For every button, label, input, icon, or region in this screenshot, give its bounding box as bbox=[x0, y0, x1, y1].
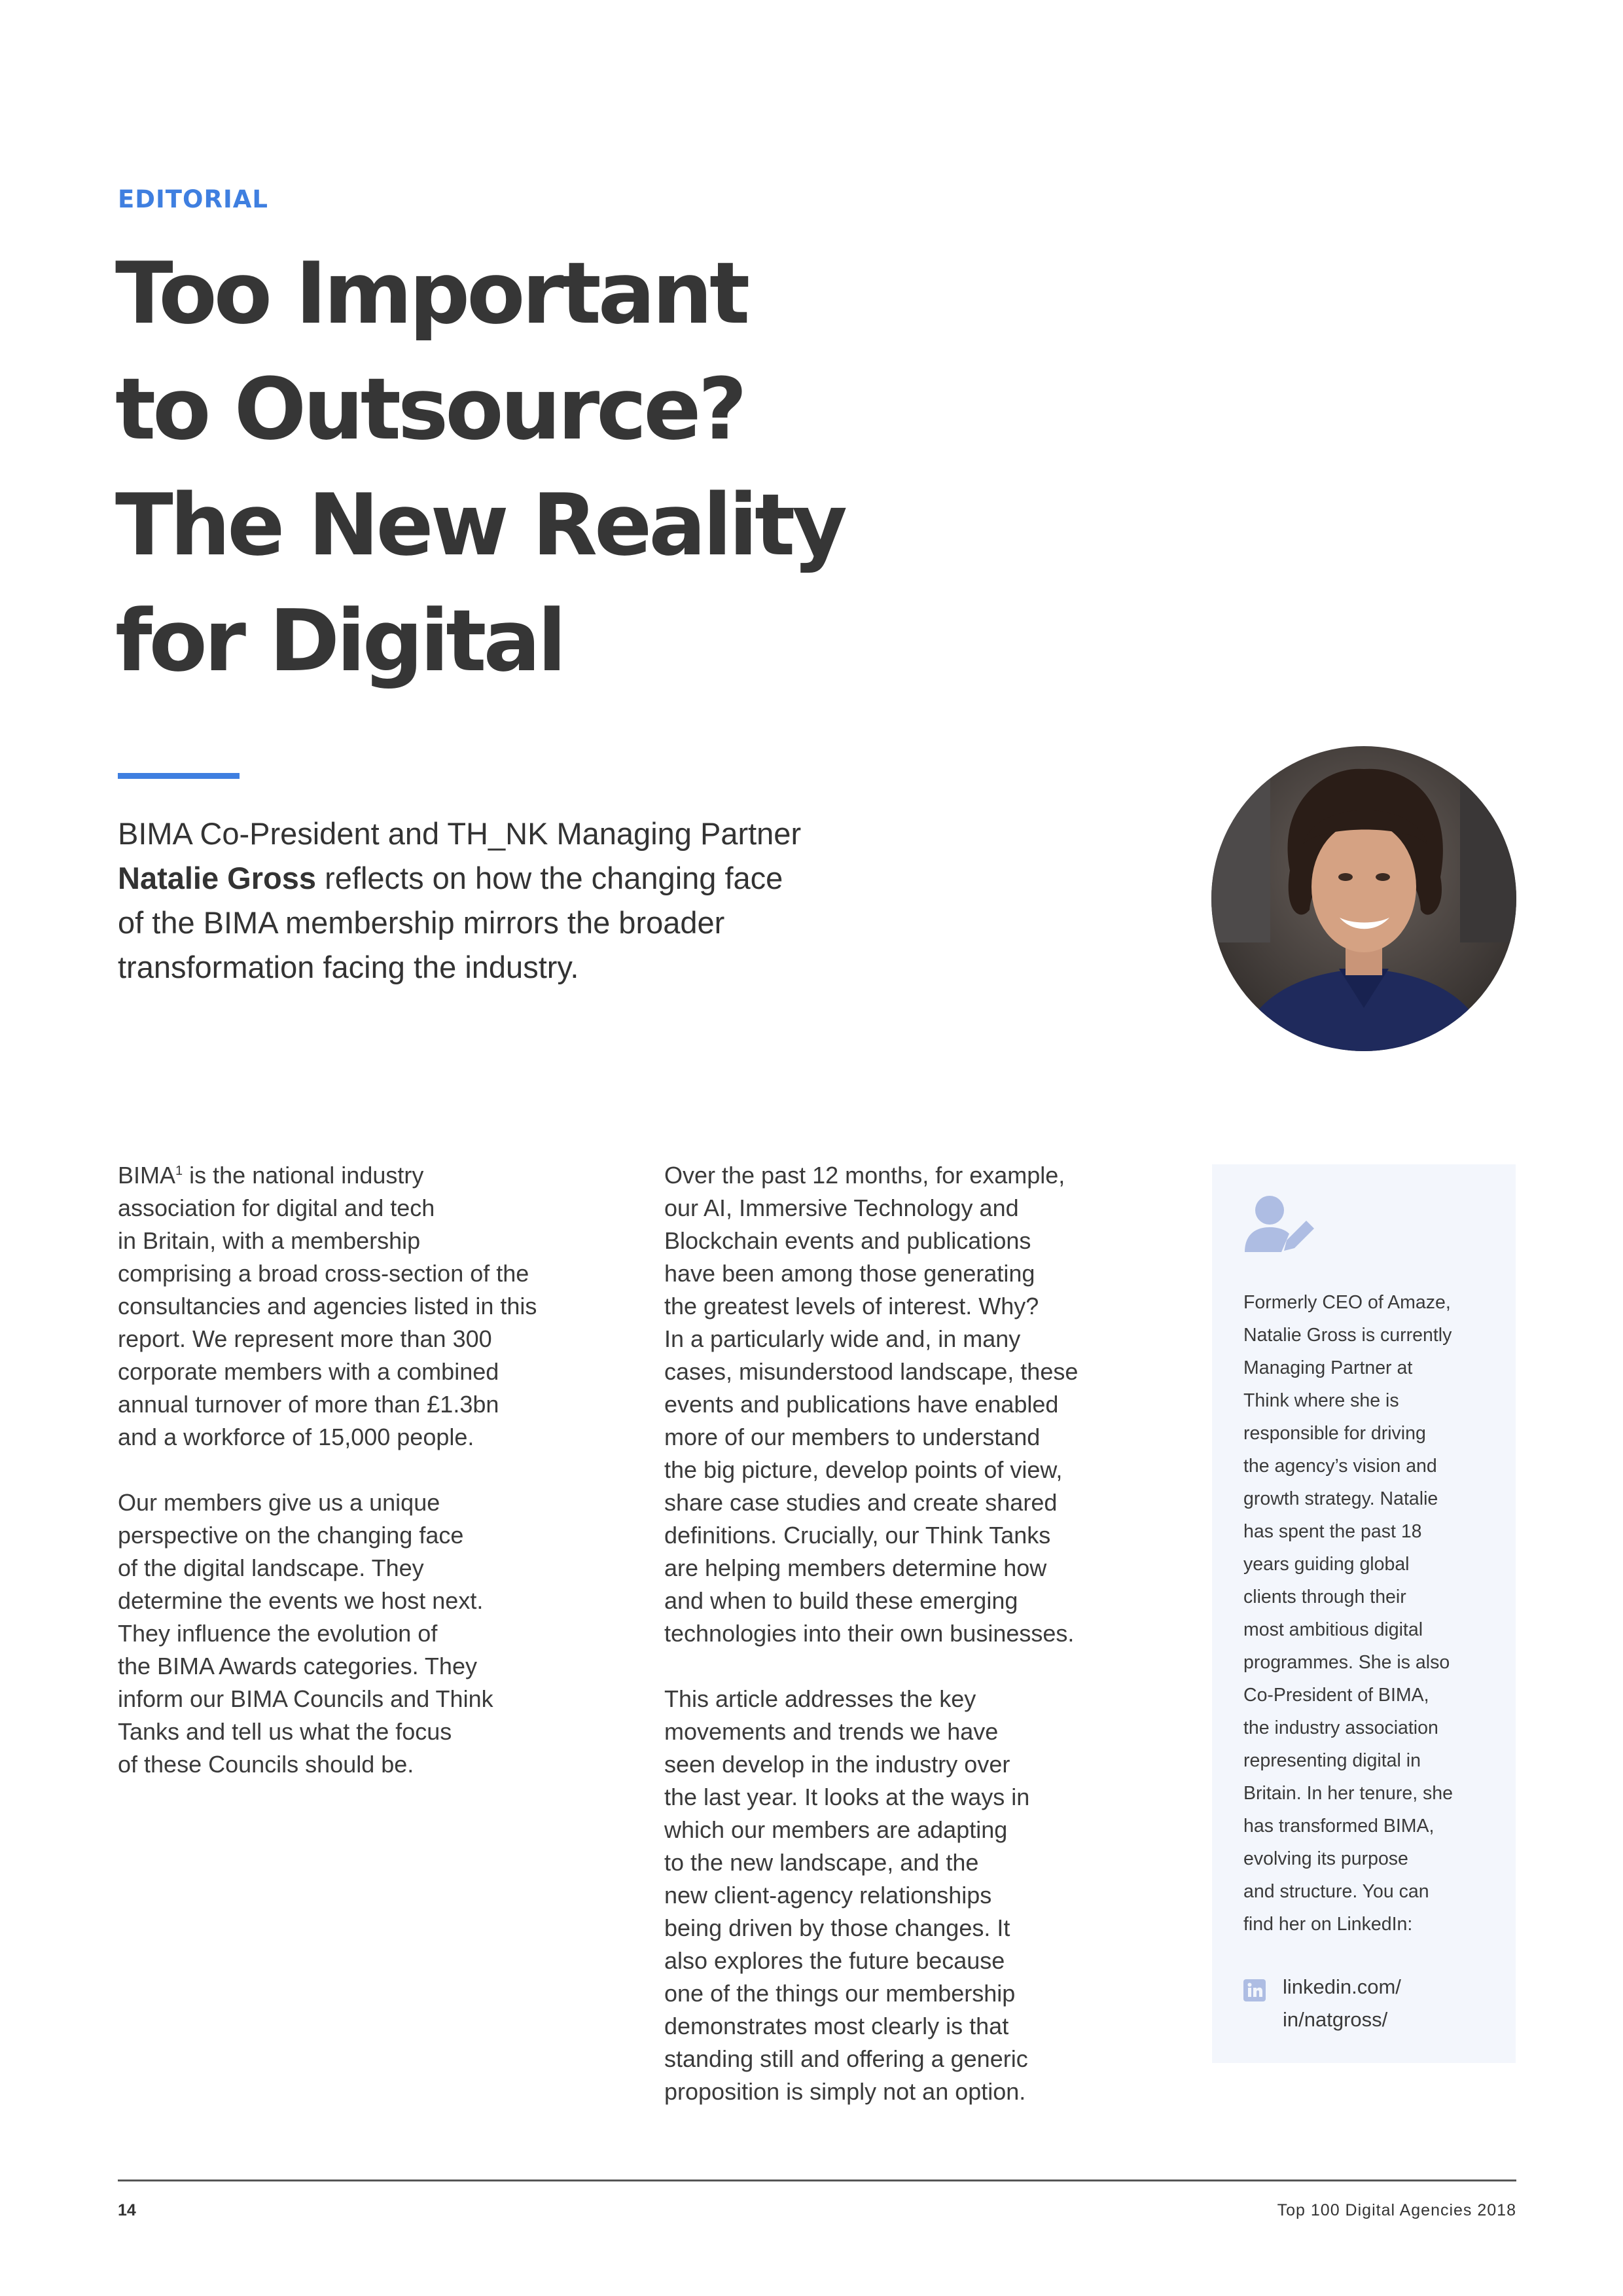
linkedin-icon bbox=[1243, 1979, 1266, 2005]
section-label: EDITORIAL bbox=[118, 185, 268, 213]
text-line: Our members give us a unique bbox=[118, 1489, 440, 1516]
text-line: annual turnover of more than £1.3bn bbox=[118, 1391, 499, 1418]
text-line: consultancies and agencies listed in this bbox=[118, 1293, 537, 1319]
text-line: the last year. It looks at the ways in bbox=[664, 1784, 1030, 1810]
text-line: events and publications have enabled bbox=[664, 1391, 1059, 1418]
text-line: of these Councils should be. bbox=[118, 1751, 414, 1778]
author-bio-sidebar bbox=[1212, 1164, 1516, 2063]
text-line: share case studies and create shared bbox=[664, 1489, 1058, 1516]
text-line: Blockchain events and publications bbox=[664, 1227, 1031, 1254]
link-line: linkedin.com/ bbox=[1283, 1975, 1401, 1998]
text-line: in Britain, with a membership bbox=[118, 1227, 421, 1254]
bio-line: years guiding global bbox=[1243, 1554, 1410, 1575]
footnote-mark: 1 bbox=[175, 1164, 183, 1178]
text-line: standing still and offering a generic bbox=[664, 2045, 1028, 2072]
bio-line: has transformed BIMA, bbox=[1243, 1816, 1435, 1837]
bio-line: responsible for driving bbox=[1243, 1423, 1426, 1444]
bio-line: Managing Partner at bbox=[1243, 1357, 1413, 1378]
author-portrait bbox=[1211, 746, 1516, 1051]
bio-line: Think where she is bbox=[1243, 1390, 1399, 1411]
link-line: in/natgross/ bbox=[1283, 2008, 1388, 2031]
text-line: cases, misunderstood landscape, these bbox=[664, 1358, 1079, 1385]
text-line: have been among those generating bbox=[664, 1260, 1035, 1287]
standfirst-line: of the BIMA membership mirrors the broader bbox=[118, 905, 725, 940]
text-line bbox=[118, 1159, 615, 1192]
text-line: to the new landscape, and the bbox=[664, 1849, 979, 1876]
bio-line: the agency’s vision and bbox=[1243, 1456, 1437, 1477]
text-line: demonstrates most clearly is that bbox=[664, 2013, 1009, 2039]
headline-line: for Digital bbox=[115, 591, 563, 691]
text-line: report. We represent more than 300 bbox=[118, 1325, 492, 1352]
article-column-2 bbox=[664, 1159, 1188, 2141]
linkedin-link[interactable] bbox=[1283, 1971, 1401, 2036]
bio-line: and structure. You can bbox=[1243, 1881, 1429, 1902]
text-line: our AI, Immersive Technology and bbox=[664, 1194, 1019, 1221]
headline-line: to Outsource? bbox=[115, 359, 744, 459]
bio-line: Britain. In her tenure, she bbox=[1243, 1783, 1454, 1804]
user-edit-icon bbox=[1245, 1193, 1317, 1262]
text-fragment: BIMA bbox=[118, 1162, 176, 1189]
bio-line: has spent the past 18 bbox=[1243, 1521, 1422, 1542]
text-line: technologies into their own businesses. bbox=[664, 1620, 1075, 1647]
text-line: the greatest levels of interest. Why? bbox=[664, 1293, 1039, 1319]
text-line: proposition is simply not an option. bbox=[664, 2078, 1026, 2105]
standfirst-line bbox=[118, 856, 969, 901]
text-line: more of our members to understand bbox=[664, 1424, 1041, 1450]
text-line: inform our BIMA Councils and Think bbox=[118, 1685, 493, 1712]
article-column-1 bbox=[118, 1159, 615, 1814]
text-line: comprising a broad cross-section of the bbox=[118, 1260, 529, 1287]
bio-line: evolving its purpose bbox=[1243, 1848, 1408, 1869]
paragraph bbox=[664, 1683, 1188, 2108]
text-line: association for digital and tech bbox=[118, 1194, 435, 1221]
text-line: which our members are adapting bbox=[664, 1816, 1008, 1843]
text-fragment: is the national industry bbox=[183, 1162, 424, 1189]
paragraph bbox=[118, 1159, 615, 1454]
text-line: and when to build these emerging bbox=[664, 1587, 1018, 1614]
text-line: the big picture, develop points of view, bbox=[664, 1456, 1063, 1483]
text-line: one of the things our membership bbox=[664, 1980, 1016, 2007]
text-line: This article addresses the key bbox=[664, 1685, 976, 1712]
text-line: are helping members determine how bbox=[664, 1554, 1047, 1581]
bio-line: Natalie Gross is currently bbox=[1243, 1325, 1452, 1346]
page-number: 14 bbox=[118, 2201, 136, 2219]
bio-line: most ambitious digital bbox=[1243, 1619, 1423, 1640]
text-line: In a particularly wide and, in many bbox=[664, 1325, 1021, 1352]
bio-line: the industry association bbox=[1243, 1717, 1438, 1738]
bio-line: clients through their bbox=[1243, 1587, 1406, 1607]
bio-line: Formerly CEO of Amaze, bbox=[1243, 1292, 1451, 1313]
text-line: Tanks and tell us what the focus bbox=[118, 1718, 452, 1745]
headline-line: Too Important bbox=[115, 243, 747, 343]
bio-line: growth strategy. Natalie bbox=[1243, 1488, 1438, 1509]
text-line: and a workforce of 15,000 people. bbox=[118, 1424, 474, 1450]
bio-line: programmes. She is also bbox=[1243, 1652, 1450, 1673]
standfirst-text: reflects on how the changing face bbox=[316, 861, 783, 895]
standfirst bbox=[118, 812, 969, 990]
accent-rule bbox=[118, 773, 240, 779]
text-line: They influence the evolution of bbox=[118, 1620, 438, 1647]
text-line: also explores the future because bbox=[664, 1947, 1005, 1974]
standfirst-line: BIMA Co-President and TH_NK Managing Partner bbox=[118, 816, 802, 851]
text-line: perspective on the changing face bbox=[118, 1522, 464, 1549]
text-line: seen develop in the industry over bbox=[664, 1751, 1010, 1778]
standfirst-line: transformation facing the industry. bbox=[118, 950, 579, 984]
paragraph bbox=[118, 1486, 615, 1781]
author-bio bbox=[1243, 1286, 1505, 1941]
text-line: definitions. Crucially, our Think Tanks bbox=[664, 1522, 1051, 1549]
author-name: Natalie Gross bbox=[118, 861, 317, 895]
paragraph bbox=[664, 1159, 1188, 1650]
text-line: movements and trends we have bbox=[664, 1718, 999, 1745]
text-line: determine the events we host next. bbox=[118, 1587, 484, 1614]
text-line: the BIMA Awards categories. They bbox=[118, 1653, 477, 1679]
text-line: new client-agency relationships bbox=[664, 1882, 992, 1909]
bio-line: Co-President of BIMA, bbox=[1243, 1685, 1429, 1706]
headline bbox=[115, 236, 1162, 699]
text-line: Over the past 12 months, for example, bbox=[664, 1162, 1065, 1189]
text-line: corporate members with a combined bbox=[118, 1358, 499, 1385]
bio-line: representing digital in bbox=[1243, 1750, 1421, 1771]
text-line: of the digital landscape. They bbox=[118, 1554, 424, 1581]
text-line: being driven by those changes. It bbox=[664, 1914, 1010, 1941]
bio-line: find her on LinkedIn: bbox=[1243, 1914, 1413, 1935]
publication-title: Top 100 Digital Agencies 2018 bbox=[1277, 2201, 1516, 2219]
headline-line: The New Reality bbox=[115, 475, 844, 575]
footer-rule bbox=[118, 2179, 1516, 2181]
